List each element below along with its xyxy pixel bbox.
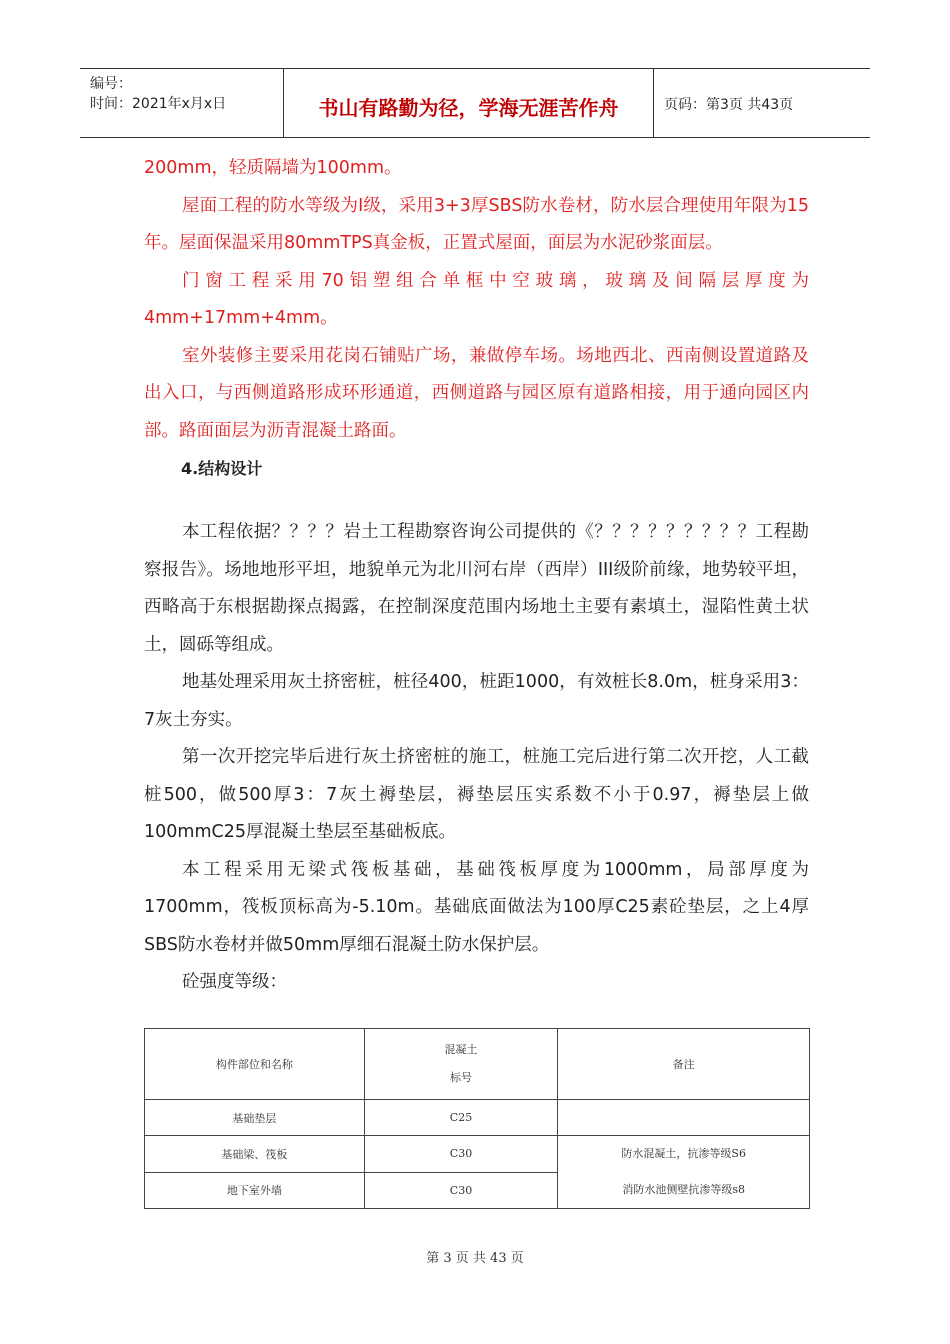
note-line: 防水混凝土，抗渗等级S6: [621, 1147, 746, 1160]
table-cell: [558, 1100, 810, 1136]
table-header-cell: [364, 1029, 558, 1100]
note-line: 消防水池侧壁抗渗等级s8: [622, 1183, 745, 1196]
table-cell: 地下室外墙: [145, 1172, 365, 1209]
table-header-row: [145, 1029, 810, 1100]
paragraph: 200mm，轻质隔墙为100mm。: [144, 158, 402, 178]
number-label: 编号：: [90, 76, 132, 92]
paragraph: 砼强度等级：: [182, 972, 287, 992]
table-note-cell: [558, 1136, 810, 1209]
table-cell: C25: [364, 1100, 558, 1136]
table-header-line: 标号: [450, 1071, 472, 1084]
paragraph: 本工程采用无梁式筏板基础，基础筏板厚度为1000mm，局部厚度为1700mm，筏板顶标高为-5.10m。基础底面做法为100厚C25素砼垫层，之上4厚SBS防水卷材并做50mm厚细石混凝土防水保护层。: [144, 859, 809, 955]
table-row: [145, 1136, 810, 1173]
concrete-grade-table: [144, 1028, 810, 1209]
header-info-cell: [80, 69, 284, 137]
paragraph: 地基处理采用灰土挤密桩，桩径400，桩距1000，有效桩长8.0m，桩身采用3：7灰土夯实。: [144, 672, 809, 730]
page-header: [80, 68, 870, 138]
page-footer: 第 3 页 共 43 页: [426, 1251, 524, 1266]
table-cell: C30: [364, 1136, 558, 1173]
table-cell: C30: [364, 1172, 558, 1209]
paragraph: 门窗工程采用70铝塑组合单框中空玻璃，玻璃及间隔层厚度为4mm+17mm+4mm。: [144, 270, 809, 328]
page-number-label: 页码：第3页 共43页: [664, 97, 794, 113]
paragraph: 本工程依据？？？？岩土工程勘察咨询公司提供的《？？？？？？？？？工程勘察报告》。场地地形平坦，地貌单元为北川河右岸（西岸）III级阶前缘，地势较平坦，西略高于东根据勘探点揭露，在控制深度范围内场地土主要有素填土，湿陷性黄土状土，圆砾等组成。: [144, 522, 809, 655]
table-header-line: 混凝土: [444, 1043, 478, 1056]
motto: 书山有路勤为径，学海无涯苦作舟: [318, 96, 619, 120]
paragraph: 屋面工程的防水等级为I级，采用3+3厚SBS防水卷材，防水层合理使用年限为15年。屋面保温采用80mmTPS真金板，正置式屋面，面层为水泥砂浆面层。: [144, 195, 809, 253]
paragraph: 第一次开挖完毕后进行灰土挤密桩的施工，桩施工完后进行第二次开挖，人工截桩500，做500厚3：7灰土褥垫层，褥垫层压实系数不小于0.97，褥垫层上做100mmC25厚混凝土垫层至基础板底。: [144, 747, 809, 842]
time-label: 时间：2021年x月x日: [90, 96, 227, 112]
table-cell: 基础梁、筏板: [145, 1136, 365, 1173]
table-header-cell: 备注: [558, 1029, 810, 1100]
table-row: [145, 1100, 810, 1136]
header-motto-cell: [284, 69, 654, 137]
section-title: 4.结构设计: [181, 459, 263, 478]
table-cell: 基础垫层: [145, 1100, 365, 1136]
header-page-cell: [654, 69, 870, 137]
document-body: [144, 150, 809, 1002]
paragraph: 室外装修主要采用花岗石铺贴广场，兼做停车场。场地西北、西南侧设置道路及出入口，与西侧道路形成环形通道，西侧道路与园区原有道路相接，用于通向园区内部。路面面层为沥青混凝土路面。: [144, 345, 809, 441]
table-header-cell: 构件部位和名称: [145, 1029, 365, 1100]
